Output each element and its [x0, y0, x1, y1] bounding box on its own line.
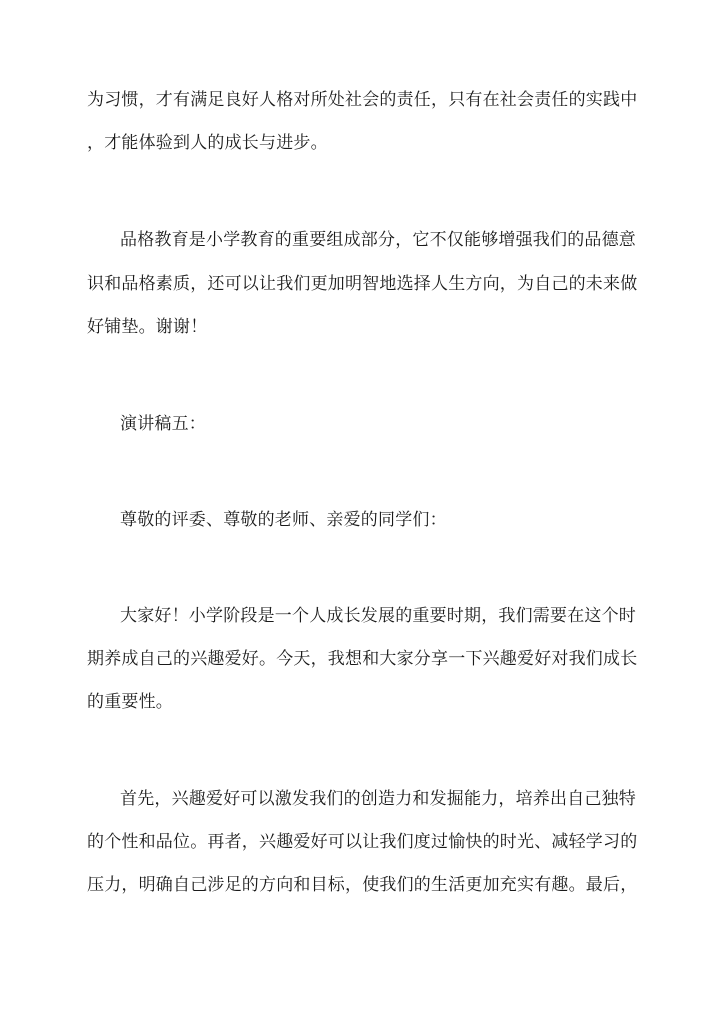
text-line: ，才能体验到人的成长与进步。	[87, 133, 328, 153]
text-line: 识和品格素质，还可以让我们更加明智地选择人生方向，为自己的未来做	[87, 274, 638, 294]
paragraph-start-line: 首先，兴趣爱好可以激发我们的创造力和发掘能力，培养出自己独特	[120, 789, 636, 809]
section-heading: 演讲稿五：	[120, 414, 206, 434]
salutation-line: 尊敬的评委、尊敬的老师、亲爱的同学们：	[120, 510, 447, 530]
paragraph-start-line: 大家好！小学阶段是一个人成长发展的重要时期，我们需要在这个时	[120, 606, 636, 626]
text-line: 压力，明确自己涉足的方向和目标，使我们的生活更加充实有趣。最后，	[87, 875, 638, 895]
text-line: 期养成自己的兴趣爱好。今天，我想和大家分享一下兴趣爱好对我们成长	[87, 649, 638, 669]
paragraph-start-line: 品格教育是小学教育的重要组成部分，它不仅能够增强我们的品德意	[120, 230, 636, 250]
text-line: 好铺垫。谢谢！	[87, 317, 208, 337]
text-line: 为习惯，才有满足良好人格对所处社会的责任，只有在社会责任的实践中	[87, 90, 638, 110]
text-line: 的重要性。	[87, 692, 173, 712]
text-line: 的个性和品位。再者，兴趣爱好可以让我们度过愉快的时光、减轻学习的	[87, 832, 638, 852]
